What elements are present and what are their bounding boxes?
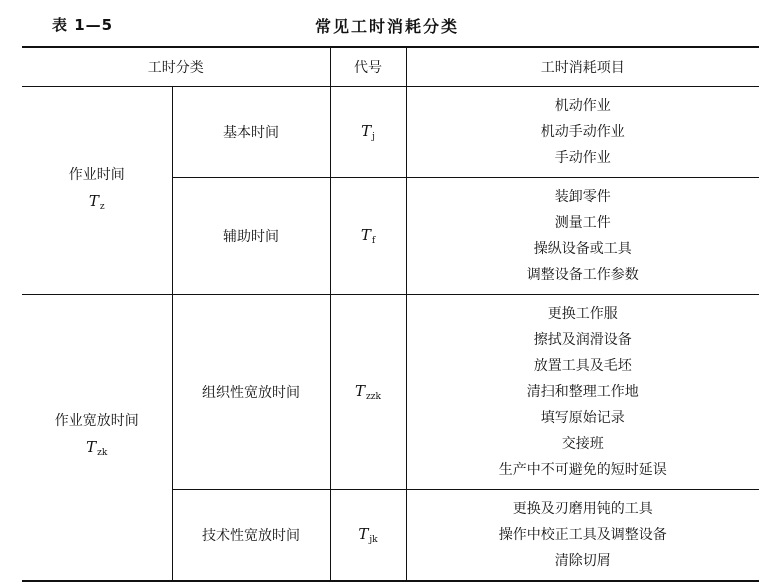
list-item: 机动作业 xyxy=(554,98,611,114)
list-item: 装卸零件 xyxy=(554,189,611,205)
list-item: 机动手动作业 xyxy=(540,124,625,140)
list-item: 放置工具及毛坯 xyxy=(533,358,632,374)
list-item: 更换及刃磨用钝的工具 xyxy=(512,500,653,517)
header-category: 工时分类 xyxy=(22,47,330,87)
code-cell: $T_f$ xyxy=(330,178,406,295)
list-item: 填写原始记录 xyxy=(540,410,625,426)
items-cell xyxy=(406,87,759,178)
items-cell xyxy=(406,295,759,490)
list-item: 操纵设备或工具 xyxy=(533,241,632,257)
items-cell xyxy=(406,178,759,295)
list-item: 清扫和整理工作地 xyxy=(526,384,639,400)
header-items: 工时消耗项目 xyxy=(406,47,759,87)
list-item: 擦拭及润滑设备 xyxy=(533,332,632,348)
list-item: 测量工件 xyxy=(554,215,611,231)
list-item: 生产中不可避免的短时延误 xyxy=(498,462,667,478)
list-item: 调整设备工作参数 xyxy=(526,267,639,283)
work-time-classification-table xyxy=(22,46,759,582)
category-cell xyxy=(22,295,172,581)
subcategory-cell: 辅助时间 xyxy=(172,178,330,295)
category-symbol: $T_z$ xyxy=(88,191,105,212)
list-item: 更换工作服 xyxy=(547,306,618,322)
category-name: 作业时间 xyxy=(68,166,125,183)
subcategory-cell: 技术性宽放时间 xyxy=(172,490,330,581)
list-item: 手动作业 xyxy=(554,150,611,166)
category-cell xyxy=(22,87,172,295)
table-row xyxy=(22,295,759,490)
code-cell: $T_{jk}$ xyxy=(330,490,406,581)
table-row xyxy=(22,87,759,178)
category-name: 作业宽放时间 xyxy=(54,413,139,430)
table-number: 表 1—5 xyxy=(52,16,114,34)
subcategory-cell: 组织性宽放时间 xyxy=(172,295,330,490)
items-cell xyxy=(406,490,759,581)
list-item: 交接班 xyxy=(561,436,604,452)
table-title: 常见工时消耗分类 xyxy=(314,17,459,36)
list-item: 清除切屑 xyxy=(554,552,611,569)
code-cell: $T_j$ xyxy=(330,87,406,178)
category-symbol: $T_{zk}$ xyxy=(86,438,108,459)
subcategory-cell: 基本时间 xyxy=(172,87,330,178)
header-code: 代号 xyxy=(330,47,406,87)
list-item: 操作中校正工具及调整设备 xyxy=(498,526,667,543)
code-cell: $T_{zzk}$ xyxy=(330,295,406,490)
